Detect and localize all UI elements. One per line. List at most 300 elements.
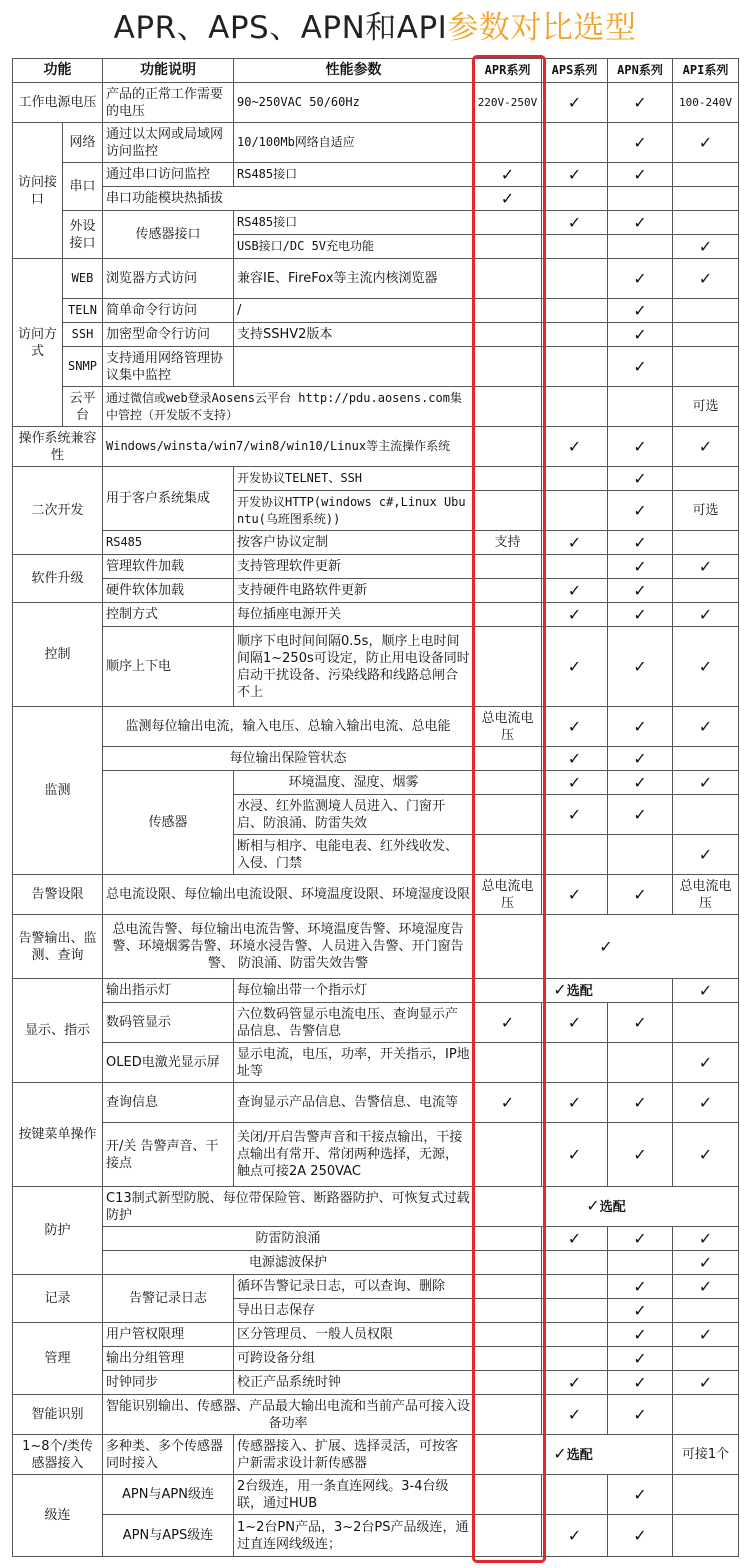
table-cell: RS485 bbox=[103, 531, 234, 555]
table-cell: 通过串口访问监控 bbox=[103, 163, 234, 187]
table-cell: APS系列 bbox=[542, 59, 608, 83]
empty-cell bbox=[474, 259, 542, 299]
check-mark-icon: ✓ bbox=[608, 1371, 673, 1395]
table-row bbox=[13, 427, 739, 467]
table-cell: USB接口/DC 5V充电功能 bbox=[234, 235, 474, 259]
table-cell: 输出分组管理 bbox=[103, 1347, 234, 1371]
check-mark-icon: ✓ bbox=[608, 491, 673, 531]
table-cell: 每位插座电源开关 bbox=[234, 603, 474, 627]
empty-cell bbox=[673, 795, 739, 835]
table-cell: 总电流设限、每位输出电流设限、环境温度设限、环境湿度设限 bbox=[103, 875, 474, 915]
table-cell: 支持通用网络管理协议集中监控 bbox=[103, 347, 234, 387]
empty-cell bbox=[673, 531, 739, 555]
empty-cell bbox=[673, 1003, 739, 1043]
empty-cell bbox=[474, 835, 542, 875]
check-mark-icon: ✓ bbox=[673, 1275, 739, 1299]
table-row bbox=[13, 123, 739, 163]
check-mark-icon: ✓ bbox=[673, 1043, 739, 1083]
empty-cell bbox=[474, 579, 542, 603]
table-cell: 访问接口 bbox=[13, 123, 63, 259]
table-cell: 用于客户系统集成 bbox=[103, 467, 234, 531]
check-mark-icon: ✓ bbox=[673, 1371, 739, 1395]
table-cell: APN系列 bbox=[608, 59, 673, 83]
empty-cell bbox=[474, 1227, 542, 1251]
table-cell: 访问方式 bbox=[13, 259, 63, 427]
check-mark-icon: ✓ bbox=[608, 323, 673, 347]
table-row bbox=[13, 875, 739, 915]
table-cell bbox=[474, 1435, 673, 1475]
check-mark-icon: ✓ bbox=[608, 347, 673, 387]
table-cell: 支持SSHV2版本 bbox=[234, 323, 474, 347]
table-cell: 查询信息 bbox=[103, 1083, 234, 1123]
table-row bbox=[13, 1275, 739, 1299]
empty-cell bbox=[673, 163, 739, 187]
table-cell: 通过微信或web登录Aosens云平台 http://pdu.aosens.com集中管控（开发版不支持） bbox=[103, 387, 474, 427]
table-cell: 浏览器方式访问 bbox=[103, 259, 234, 299]
empty-cell bbox=[608, 235, 673, 259]
table-cell: 总电流电压 bbox=[474, 875, 542, 915]
check-mark-icon: ✓ bbox=[608, 1299, 673, 1323]
table-cell: 级连 bbox=[13, 1475, 103, 1557]
table-cell: 功能说明 bbox=[103, 59, 234, 83]
check-mark-icon: ✓ bbox=[542, 627, 608, 707]
table-cell: 控制 bbox=[13, 603, 103, 707]
check-mark-icon: ✓ bbox=[542, 531, 608, 555]
check-mark-icon: ✓ bbox=[673, 1123, 739, 1187]
table-row bbox=[13, 1083, 739, 1123]
table-cell: / bbox=[234, 299, 474, 323]
empty-cell bbox=[474, 123, 542, 163]
table-cell: 告警记录日志 bbox=[103, 1275, 234, 1323]
check-mark-icon: ✓ bbox=[542, 211, 608, 235]
table-cell: Windows/winsta/win7/win8/win10/Linux等主流操作系统 bbox=[103, 427, 474, 467]
table-row bbox=[13, 531, 739, 555]
table-row bbox=[13, 1475, 739, 1515]
check-mark-icon: ✓ bbox=[608, 555, 673, 579]
table-cell: 循环告警记录日志，可以查询、删除 bbox=[234, 1275, 474, 1299]
table-row bbox=[13, 299, 739, 323]
empty-cell bbox=[608, 1251, 673, 1275]
empty-cell bbox=[474, 1275, 542, 1299]
check-mark-icon: ✓ bbox=[673, 123, 739, 163]
empty-cell bbox=[542, 555, 608, 579]
table-cell: 10/100Mb网络自适应 bbox=[234, 123, 474, 163]
empty-cell bbox=[673, 299, 739, 323]
check-mark-icon: ✓ bbox=[542, 1515, 608, 1557]
empty-cell bbox=[542, 235, 608, 259]
table-cell: 顺序上下电 bbox=[103, 627, 234, 707]
check-mark-icon: ✓ bbox=[608, 1347, 673, 1371]
table-cell: 可选 bbox=[673, 491, 739, 531]
table-cell: 数码管显示 bbox=[103, 1003, 234, 1043]
empty-cell bbox=[474, 1347, 542, 1371]
comparison-table bbox=[12, 58, 739, 1557]
optional-label: 选配 bbox=[599, 1200, 626, 1215]
table-cell: RS485接口 bbox=[234, 163, 474, 187]
check-mark-icon: ✓ bbox=[608, 1475, 673, 1515]
check-mark-icon: ✓ bbox=[474, 915, 739, 979]
empty-cell bbox=[474, 1395, 542, 1435]
table-cell: 产品的正常工作需要的电压 bbox=[103, 83, 234, 123]
table-cell: 用户管权限理 bbox=[103, 1323, 234, 1347]
table-cell: 水浸、红外监测境人员进入、门窗开启、防浪涌、防雷失效 bbox=[234, 795, 474, 835]
table-cell: 串口功能模块热插拔 bbox=[103, 187, 474, 211]
check-mark-icon: ✓ bbox=[673, 835, 739, 875]
empty-cell bbox=[542, 467, 608, 491]
table-row bbox=[13, 83, 739, 123]
check-mark-icon: ✓ bbox=[673, 555, 739, 579]
table-row bbox=[13, 1251, 739, 1275]
table-cell: 防雷防浪涌 bbox=[103, 1227, 474, 1251]
table-cell: 支持硬件电路软件更新 bbox=[234, 579, 474, 603]
table-cell bbox=[474, 979, 673, 1003]
check-mark-icon: ✓ bbox=[474, 1083, 542, 1123]
empty-cell bbox=[474, 323, 542, 347]
check-mark-icon: ✓ bbox=[542, 795, 608, 835]
check-mark-icon: ✓ bbox=[608, 1227, 673, 1251]
table-cell: 1~2台PN产品，3~2台PS产品级连，通过直连网线级连； bbox=[234, 1515, 474, 1557]
check-mark-icon: ✓ bbox=[673, 427, 739, 467]
empty-cell bbox=[542, 1275, 608, 1299]
table-row bbox=[13, 707, 739, 747]
table-cell: 监测每位输出电流，输入电压、总输入输出电流、总电能 bbox=[103, 707, 474, 747]
table-cell: 100-240V bbox=[673, 83, 739, 123]
table-row bbox=[13, 1435, 739, 1475]
table-row bbox=[13, 1123, 739, 1187]
empty-cell bbox=[474, 795, 542, 835]
check-mark-icon: ✓ bbox=[542, 427, 608, 467]
check-mark-icon: ✓ bbox=[608, 211, 673, 235]
table-row bbox=[13, 747, 739, 771]
empty-cell bbox=[673, 1515, 739, 1557]
check-mark-icon: ✓ bbox=[474, 1003, 542, 1043]
empty-cell bbox=[542, 323, 608, 347]
empty-cell bbox=[673, 211, 739, 235]
table-cell: 串口 bbox=[63, 163, 103, 211]
check-mark-icon: ✓ bbox=[608, 163, 673, 187]
table-row bbox=[13, 771, 739, 795]
check-mark-icon: ✓ bbox=[608, 531, 673, 555]
check-mark-icon: ✓ bbox=[608, 795, 673, 835]
table-row bbox=[13, 603, 739, 627]
table-cell: 1~8个/类传感器接入 bbox=[13, 1435, 103, 1475]
table-row bbox=[13, 187, 739, 211]
empty-cell bbox=[673, 1299, 739, 1323]
empty-cell bbox=[474, 1251, 542, 1275]
empty-cell bbox=[608, 835, 673, 875]
check-mark-icon: ✓ bbox=[673, 1083, 739, 1123]
empty-cell bbox=[474, 387, 542, 427]
empty-cell bbox=[673, 467, 739, 491]
empty-cell bbox=[474, 347, 542, 387]
table-cell: 每位输出保险管状态 bbox=[103, 747, 474, 771]
empty-cell bbox=[474, 747, 542, 771]
check-mark-icon: ✓ bbox=[608, 1083, 673, 1123]
table-cell: 220V-250V bbox=[474, 83, 542, 123]
empty-cell bbox=[474, 427, 542, 467]
empty-cell bbox=[542, 1347, 608, 1371]
empty-cell bbox=[474, 771, 542, 795]
check-mark-icon: ✓ bbox=[542, 1123, 608, 1187]
empty-cell bbox=[474, 603, 542, 627]
table-cell: 外设接口 bbox=[63, 211, 103, 259]
check-mark-icon: ✓ bbox=[608, 83, 673, 123]
table-row bbox=[13, 1515, 739, 1557]
empty-cell bbox=[474, 1323, 542, 1347]
optional-label: 选配 bbox=[566, 1448, 593, 1463]
table-cell: 每位输出带一个指示灯 bbox=[234, 979, 474, 1003]
table-cell: 开发协议TELNET、SSH bbox=[234, 467, 474, 491]
table-cell: 断相与相序、电能电表、红外线收发、入侵、门禁 bbox=[234, 835, 474, 875]
table-cell: 记录 bbox=[13, 1275, 103, 1323]
empty-cell bbox=[474, 1299, 542, 1323]
check-mark-icon: ✓ bbox=[586, 1196, 600, 1215]
check-mark-icon: ✓ bbox=[608, 747, 673, 771]
empty-cell bbox=[474, 555, 542, 579]
check-mark-icon: ✓ bbox=[608, 299, 673, 323]
empty-cell bbox=[542, 1043, 608, 1083]
check-mark-icon: ✓ bbox=[608, 707, 673, 747]
table-cell: 显示电流，电压，功率，开关指示，IP地址等 bbox=[234, 1043, 474, 1083]
empty-cell bbox=[542, 347, 608, 387]
check-mark-icon: ✓ bbox=[608, 1515, 673, 1557]
table-cell: 输出指示灯 bbox=[103, 979, 234, 1003]
table-row bbox=[13, 1043, 739, 1083]
empty-cell bbox=[542, 1251, 608, 1275]
table-cell: 软件升级 bbox=[13, 555, 103, 603]
table-cell: RS485接口 bbox=[234, 211, 474, 235]
table-cell: 网络 bbox=[63, 123, 103, 163]
empty-cell bbox=[608, 187, 673, 211]
check-mark-icon: ✓ bbox=[608, 427, 673, 467]
table-cell: 通过以太网或局域网访问监控 bbox=[103, 123, 234, 163]
table-row bbox=[13, 627, 739, 707]
check-mark-icon: ✓ bbox=[553, 1444, 567, 1463]
check-mark-icon: ✓ bbox=[673, 1323, 739, 1347]
empty-cell bbox=[474, 1371, 542, 1395]
empty-cell bbox=[673, 747, 739, 771]
check-mark-icon: ✓ bbox=[542, 163, 608, 187]
table-cell: 导出日志保存 bbox=[234, 1299, 474, 1323]
empty-cell bbox=[474, 1515, 542, 1557]
check-mark-icon: ✓ bbox=[608, 259, 673, 299]
table-row bbox=[13, 387, 739, 427]
empty-cell bbox=[474, 1043, 542, 1083]
check-mark-icon: ✓ bbox=[673, 1251, 739, 1275]
table-cell: 告警输出、监测、查询 bbox=[13, 915, 103, 979]
empty-cell bbox=[542, 123, 608, 163]
table-cell: 环境温度、湿度、烟雾 bbox=[234, 771, 474, 795]
table-cell: 二次开发 bbox=[13, 467, 103, 555]
table-row bbox=[13, 979, 739, 1003]
page-title: APR、APS、APN和API参数对比选型 bbox=[113, 10, 637, 46]
table-row bbox=[13, 163, 739, 187]
empty-cell bbox=[474, 1475, 542, 1515]
empty-cell bbox=[474, 467, 542, 491]
table-cell: 告警设限 bbox=[13, 875, 103, 915]
table-cell: APN与APN级连 bbox=[103, 1475, 234, 1515]
table-cell: API系列 bbox=[673, 59, 739, 83]
table-cell: 开发协议HTTP(windows c#,Linux Ubuntu(乌班图系统)) bbox=[234, 491, 474, 531]
empty-cell bbox=[542, 187, 608, 211]
table-row bbox=[13, 211, 739, 235]
table-cell: 时钟同步 bbox=[103, 1371, 234, 1395]
table-cell: 防护 bbox=[13, 1187, 103, 1275]
table-cell: TELN bbox=[63, 299, 103, 323]
table-cell: 顺序下电时间间隔0.5s，顺序上电时间间隔1~250s可设定，防止用电设备同时启动干扰设备、污染线路和线路总闸合不上 bbox=[234, 627, 474, 707]
table-cell: 总电流电压 bbox=[673, 875, 739, 915]
table-cell: SNMP bbox=[63, 347, 103, 387]
table-row bbox=[13, 259, 739, 299]
check-mark-icon: ✓ bbox=[542, 747, 608, 771]
table-cell: 管理软件加载 bbox=[103, 555, 234, 579]
optional-label: 选配 bbox=[566, 984, 593, 999]
empty-cell bbox=[474, 1123, 542, 1187]
check-mark-icon: ✓ bbox=[673, 259, 739, 299]
table-cell: 开/关 告警声音、干接点 bbox=[103, 1123, 234, 1187]
check-mark-icon: ✓ bbox=[608, 579, 673, 603]
check-mark-icon: ✓ bbox=[542, 1371, 608, 1395]
table-row bbox=[13, 1187, 739, 1227]
table-row bbox=[13, 347, 739, 387]
check-mark-icon: ✓ bbox=[474, 163, 542, 187]
check-mark-icon: ✓ bbox=[673, 771, 739, 795]
check-mark-icon: ✓ bbox=[474, 187, 542, 211]
table-cell: 简单命令行访问 bbox=[103, 299, 234, 323]
table-cell: 2台级连，用一条直连网线。3-4台级联，通过HUB bbox=[234, 1475, 474, 1515]
table-row bbox=[13, 915, 739, 979]
table-cell: 查询显示产品信息、告警信息、电流等 bbox=[234, 1083, 474, 1123]
empty-cell bbox=[542, 491, 608, 531]
table-row bbox=[13, 1003, 739, 1043]
table-cell: 关闭/开启告警声音和干接点输出，干接点输出有常开、常闭两种选择，无源，触点可接2A 250VAC bbox=[234, 1123, 474, 1187]
check-mark-icon: ✓ bbox=[542, 83, 608, 123]
check-mark-icon: ✓ bbox=[608, 771, 673, 795]
table-cell: 电源滤波保护 bbox=[103, 1251, 474, 1275]
table-cell: 传感器接口 bbox=[103, 211, 234, 259]
table-cell: 加密型命令行访问 bbox=[103, 323, 234, 347]
check-mark-icon: ✓ bbox=[673, 1227, 739, 1251]
table-cell: 工作电源电压 bbox=[13, 83, 103, 123]
check-mark-icon: ✓ bbox=[608, 1123, 673, 1187]
table-cell: 可跨设备分组 bbox=[234, 1347, 474, 1371]
empty-cell bbox=[673, 1395, 739, 1435]
empty-cell bbox=[673, 1475, 739, 1515]
empty-cell bbox=[673, 187, 739, 211]
table-cell: OLED电激光显示屏 bbox=[103, 1043, 234, 1083]
empty-cell bbox=[542, 1475, 608, 1515]
table-cell bbox=[474, 1187, 739, 1227]
table-cell: 智能识别 bbox=[13, 1395, 103, 1435]
empty-cell bbox=[542, 1299, 608, 1323]
table-cell: C13制式新型防脱、每位带保险管、断路器防护、可恢复式过载防护 bbox=[103, 1187, 474, 1227]
check-mark-icon: ✓ bbox=[553, 980, 567, 999]
table-cell: 多种类、多个传感器同时接入 bbox=[103, 1435, 234, 1475]
empty-cell bbox=[234, 347, 474, 387]
empty-cell bbox=[542, 1323, 608, 1347]
table-cell: 功能 bbox=[13, 59, 103, 83]
table-cell: 智能识别输出、传感器、产品最大输出电流和当前产品可接入设备功率 bbox=[103, 1395, 474, 1435]
check-mark-icon: ✓ bbox=[542, 579, 608, 603]
table-cell: 校正产品系统时钟 bbox=[234, 1371, 474, 1395]
table-row bbox=[13, 1371, 739, 1395]
table-row bbox=[13, 579, 739, 603]
table-cell: 总电流电压 bbox=[474, 707, 542, 747]
check-mark-icon: ✓ bbox=[542, 1395, 608, 1435]
check-mark-icon: ✓ bbox=[608, 627, 673, 707]
empty-cell bbox=[673, 1347, 739, 1371]
table-row bbox=[13, 323, 739, 347]
empty-cell bbox=[474, 299, 542, 323]
table-cell: 支持管理软件更新 bbox=[234, 555, 474, 579]
empty-cell bbox=[474, 235, 542, 259]
empty-cell bbox=[542, 299, 608, 323]
table-cell: 区分管理员、一般人员权限 bbox=[234, 1323, 474, 1347]
table-cell: 云平台 bbox=[63, 387, 103, 427]
check-mark-icon: ✓ bbox=[673, 603, 739, 627]
empty-cell bbox=[474, 627, 542, 707]
empty-cell bbox=[474, 211, 542, 235]
empty-cell bbox=[474, 491, 542, 531]
table-cell: 按键菜单操作 bbox=[13, 1083, 103, 1187]
empty-cell bbox=[608, 387, 673, 427]
empty-cell bbox=[542, 835, 608, 875]
check-mark-icon: ✓ bbox=[673, 707, 739, 747]
table-row bbox=[13, 1227, 739, 1251]
table-cell: 传感器 bbox=[103, 771, 234, 875]
table-cell: 可选 bbox=[673, 387, 739, 427]
check-mark-icon: ✓ bbox=[608, 1003, 673, 1043]
table-row bbox=[13, 555, 739, 579]
table-row bbox=[13, 467, 739, 491]
check-mark-icon: ✓ bbox=[542, 771, 608, 795]
check-mark-icon: ✓ bbox=[608, 1275, 673, 1299]
table-cell: 兼容IE、FireFox等主流内核浏览器 bbox=[234, 259, 474, 299]
empty-cell bbox=[608, 1043, 673, 1083]
empty-cell bbox=[673, 323, 739, 347]
table-cell: 操作系统兼容性 bbox=[13, 427, 103, 467]
table-cell: 显示、指示 bbox=[13, 979, 103, 1083]
table-cell: APN与APS级连 bbox=[103, 1515, 234, 1557]
check-mark-icon: ✓ bbox=[608, 1395, 673, 1435]
check-mark-icon: ✓ bbox=[542, 603, 608, 627]
empty-cell bbox=[673, 347, 739, 387]
table-cell: 传感器接入、扩展、选择灵活，可按客户新需求设计新传感器 bbox=[234, 1435, 474, 1475]
table-cell: 硬件软体加载 bbox=[103, 579, 234, 603]
table-cell: SSH bbox=[63, 323, 103, 347]
table-cell: 可接1个 bbox=[673, 1435, 739, 1475]
table-cell: WEB bbox=[63, 259, 103, 299]
check-mark-icon: ✓ bbox=[542, 707, 608, 747]
check-mark-icon: ✓ bbox=[608, 875, 673, 915]
table-cell: 90~250VAC 50/60Hz bbox=[234, 83, 474, 123]
table-row bbox=[13, 1395, 739, 1435]
check-mark-icon: ✓ bbox=[608, 603, 673, 627]
table-cell: 控制方式 bbox=[103, 603, 234, 627]
table-cell: 按客户协议定制 bbox=[234, 531, 474, 555]
check-mark-icon: ✓ bbox=[673, 627, 739, 707]
check-mark-icon: ✓ bbox=[542, 1083, 608, 1123]
apr-column-header: APR系列 bbox=[474, 59, 542, 83]
empty-cell bbox=[673, 579, 739, 603]
empty-cell bbox=[542, 387, 608, 427]
table-row bbox=[13, 1347, 739, 1371]
table-cell: 支持 bbox=[474, 531, 542, 555]
table-row bbox=[13, 1323, 739, 1347]
check-mark-icon: ✓ bbox=[542, 875, 608, 915]
table-cell: 性能参数 bbox=[234, 59, 474, 83]
header-row bbox=[13, 59, 739, 83]
